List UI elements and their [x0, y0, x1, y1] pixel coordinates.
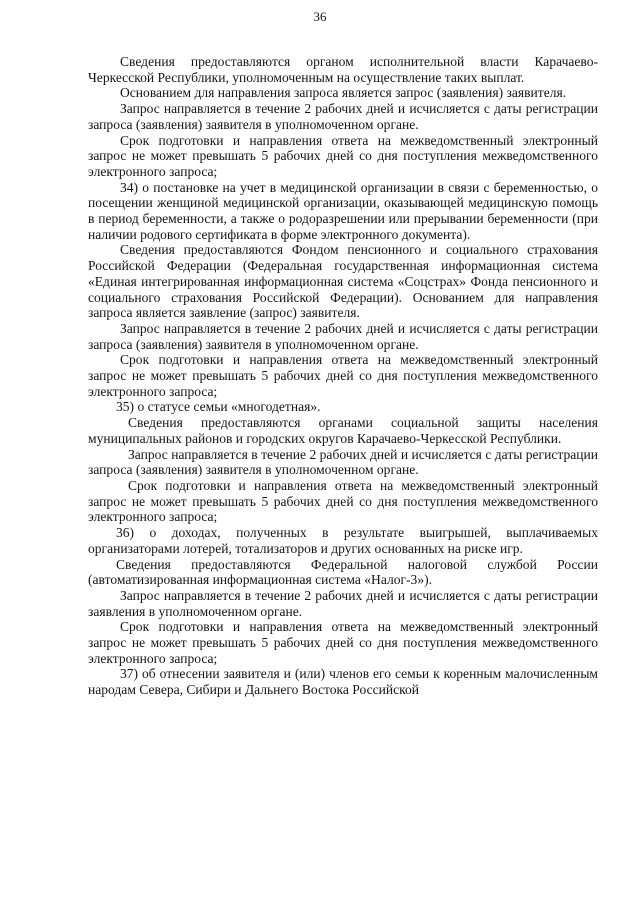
- paragraph: Запрос направляется в течение 2 рабочих дней и исчисляется с даты регистрации запроса (заявления) заявителя в уполномоченном органе.: [88, 101, 598, 132]
- paragraph: Сведения предоставляются Фондом пенсионного и социального страхования Российской Федерации (Федеральная государственная информационная система «Единая интегрированная информационная система «Соцстрах» Фонда пенсионного и социального страхования Российской Федерации). Основанием для направления запроса является заявление (запрос) заявителя.: [88, 242, 598, 321]
- paragraph: Сведения предоставляются органами социальной защиты населения муниципальных районов и городских округов Карачаево-Черкесской Республики.: [88, 415, 598, 446]
- paragraph: Основанием для направления запроса является запрос (заявления) заявителя.: [120, 85, 567, 101]
- paragraph: Срок подготовки и направления ответа на межведомственный электронный запрос не может превышать 5 рабочих дней со дня поступления межведомственного электронного запроса;: [88, 477, 598, 525]
- paragraph: Сведения предоставляются Федеральной налоговой службой России (автоматизированная информационная система «Налог-3»).: [88, 556, 598, 588]
- paragraph: Срок подготовки и направления ответа на межведомственный электронный запрос не может превышать 5 рабочих дней со дня поступления межведомственного электронного запроса;: [88, 352, 598, 399]
- paragraph: Запрос направляется в течение 2 рабочих дней и исчисляется с даты регистрации запроса (заявления) заявителя в уполномоченном органе.: [88, 320, 598, 352]
- page-number: 36: [313, 9, 327, 24]
- paragraph: Срок подготовки и направления ответа на межведомственный электронный запрос не может превышать 5 рабочих дней со дня поступления межведомственного электронного запроса;: [88, 619, 598, 666]
- document-body: [88, 54, 598, 698]
- paragraph: 34) о постановке на учет в медицинской организации в связи с беременностью, о посещении женщиной медицинской организации, оказывающей медицинскую помощь в период беременности, а также о родоразрешении или прерывании беременности (при наличии родового сертификата в форме электронного документа).: [88, 179, 598, 242]
- paragraph: Запрос направляется в течение 2 рабочих дней и исчисляется с даты регистрации заявления в уполномоченном органе.: [88, 587, 598, 619]
- paragraph: 37) об отнесении заявителя и (или) членов его семьи к коренным малочисленным народам Севера, Сибири и Дальнего Востока Российской: [88, 666, 598, 698]
- paragraph: Срок подготовки и направления ответа на межведомственный электронный запрос не может превышать 5 рабочих дней со дня поступления межведомственного электронного запроса;: [88, 132, 598, 179]
- paragraph: Сведения предоставляются органом исполнительной власти Карачаево-Черкесской Республики, уполномоченным на осуществление таких выплат.: [88, 54, 598, 85]
- paragraph: Запрос направляется в течение 2 рабочих дней и исчисляется с даты регистрации запроса (заявления) заявителя в уполномоченном органе.: [88, 446, 598, 478]
- paragraph: 36) о доходах, полученных в результате выигрышей, выплачиваемых организаторами лотерей, тотализаторов и других основанных на риске игр.: [88, 525, 598, 556]
- paragraph: 35) о статусе семьи «многодетная».: [116, 399, 321, 415]
